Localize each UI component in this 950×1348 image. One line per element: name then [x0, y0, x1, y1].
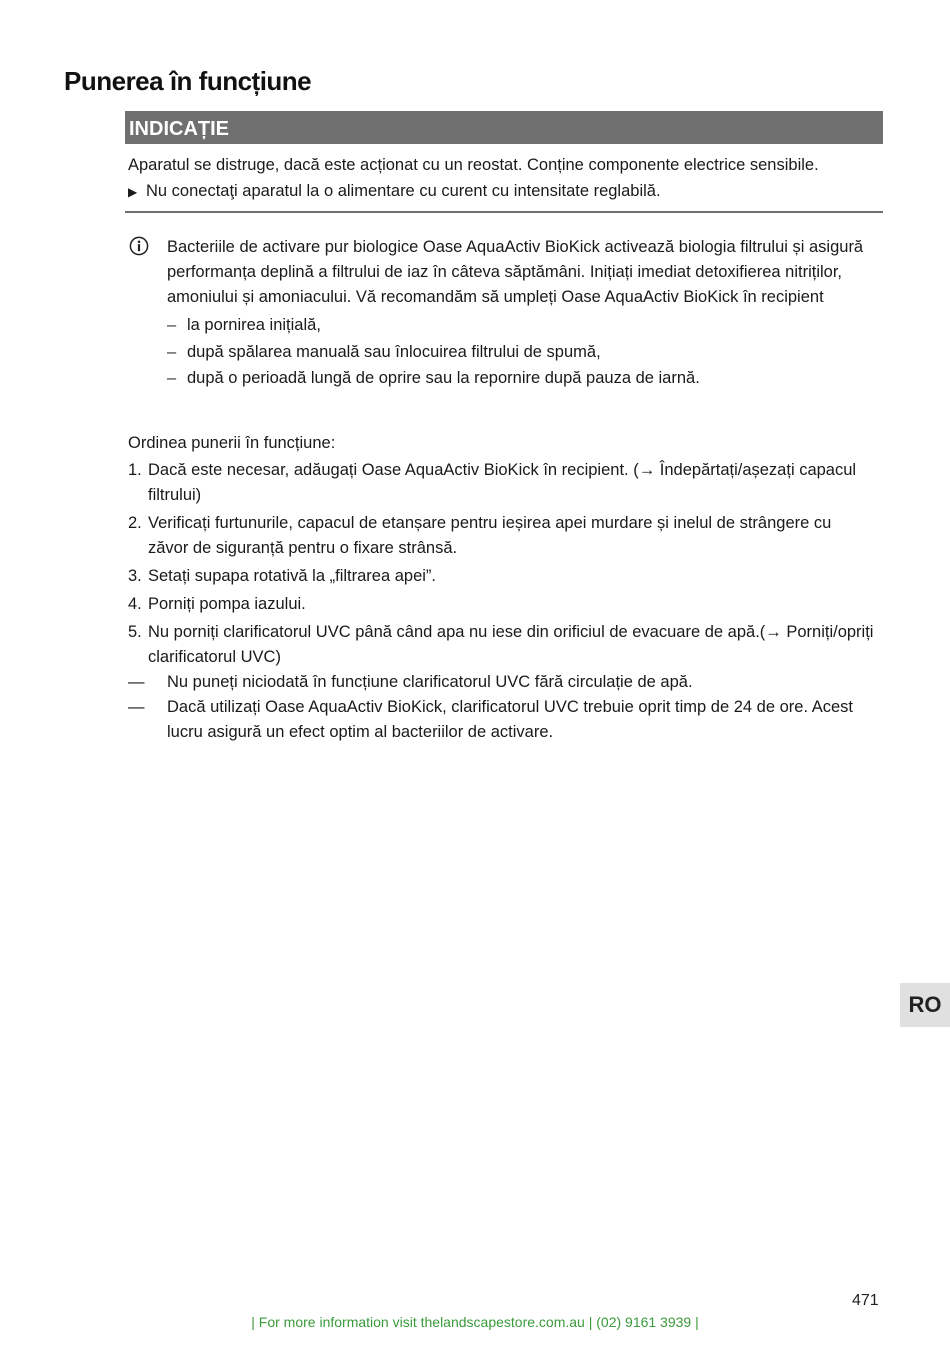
step-item [128, 458, 876, 508]
dash-marker: – [167, 342, 177, 361]
info-list [167, 312, 873, 392]
step-text: Dacă este necesar, adăugați Oase AquaActiv BioKick în recipient. (→ Îndepărtați/așezați capacul filtrului) [148, 461, 857, 504]
step-item [128, 564, 876, 589]
dash-marker: — [128, 698, 145, 716]
sequence-intro: Ordinea punerii în funcțiune: [128, 434, 336, 452]
step-number: 2. [128, 514, 142, 532]
info-text: Bacteriile de activare pur biologice Oase AquaActiv BioKick activează biologia filtrului și asigură performanța deplină a filtrului de iaz în câteva săptămâni. Inițiați imediat detoxifierea nitriților, amoniului și amoniacului. Vă recomandăm să umpleți Oase AquaActiv BioKick în recipient [167, 238, 864, 306]
dash-marker: – [167, 316, 177, 334]
step-number: 3. [128, 567, 142, 585]
step-text: Porniți pompa iazului. [148, 595, 306, 613]
triangle-right-icon: ▶ [128, 185, 138, 199]
info-note [128, 235, 873, 392]
step-item [128, 620, 876, 745]
notice-action [128, 178, 883, 205]
sub-list-item: — Nu puneți niciodată în funcțiune clarificatorul UVC fără circulație de apă. [128, 670, 876, 695]
page-number: 471 [852, 1292, 879, 1309]
list-item: – după o perioadă lungă de oprire sau la repornire după pauza de iarnă. [167, 365, 873, 392]
page-title: Punerea în funcțiune [64, 66, 312, 96]
steps-list [128, 458, 876, 745]
dash-marker: — [128, 673, 145, 691]
list-item: – la pornirea inițială, [167, 312, 873, 339]
notice-body [125, 144, 883, 205]
language-tab: RO [900, 983, 950, 1027]
step-item [128, 592, 876, 617]
step-text: Setați supapa rotativă la „filtrarea apei”. [148, 567, 436, 585]
step-number: 5. [128, 623, 142, 641]
step-text: Verificați furtunurile, capacul de etanșare pentru ieșirea apei murdare și inelul de strângere cu zăvor de siguranță pentru o fixare strânsă. [148, 514, 832, 557]
notice-header: INDICAȚIE [125, 111, 883, 144]
step-number: 4. [128, 595, 142, 613]
dash-marker: – [167, 369, 177, 387]
notice-box [125, 111, 883, 213]
step-number: 1. [128, 461, 142, 479]
notice-action-text: Nu conectaţi aparatul la o alimentare cu curent cu intensitate reglabilă. [146, 182, 661, 200]
list-item: – după spălarea manuală sau înlocuirea filtrului de spumă, [167, 339, 873, 366]
step-item [128, 511, 876, 561]
startup-sequence [128, 431, 876, 748]
step-sub-list [128, 670, 876, 745]
notice-text: Aparatul se distruge, dacă este acționat cu un reostat. Conține componente electrice sensibile. [128, 156, 819, 174]
info-circle-icon [129, 236, 149, 256]
notice-divider [125, 211, 883, 213]
footer-contact: | For more information visit thelandscapestore.com.au | (02) 9161 3939 | [251, 1314, 699, 1330]
sub-list-item: — Dacă utilizați Oase AquaActiv BioKick, clarificatorul UVC trebuie oprit timp de 24 de ore. Acest lucru asigură un efect optim al bacteriilor de activare. [128, 695, 876, 745]
step-text: Nu porniți clarificatorul UVC până când apa nu iese din orificiul de evacuare de apă.(→ Porniți/opriți clarificatorul UVC) [148, 623, 874, 666]
